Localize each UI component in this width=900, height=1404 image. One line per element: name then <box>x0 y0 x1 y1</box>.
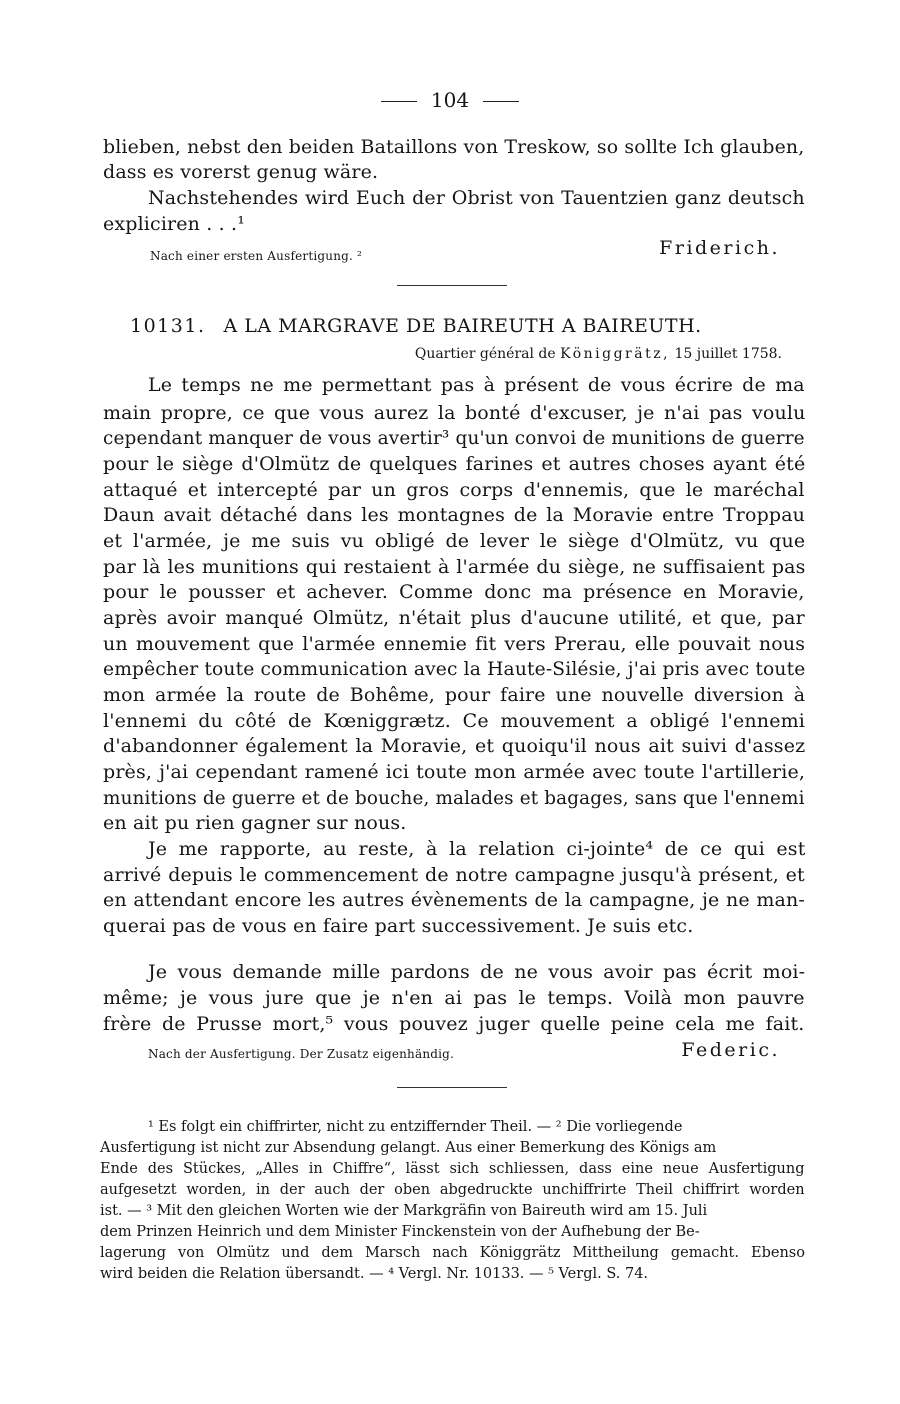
footnote-line: dem Prinzen Heinrich und dem Minister Finckenstein von der Aufhebung der Be- <box>100 1224 700 1240</box>
letter-line: et l'armée, je me suis vu obligé de lever le siège d'Olmütz, vu que <box>103 530 806 552</box>
letter-line: un mouvement que l'armée ennemie fit vers Prerau, elle pouvait nous <box>103 633 806 655</box>
footnote-line: Ende des Stückes, „Alles in Chiffre“, lässt sich schliessen, dass eine neue Ausfertigung <box>100 1161 805 1177</box>
footnote-line: Ausfertigung ist nicht zur Absendung gelangt. Aus einer Bemerkung des Königs am <box>100 1140 717 1156</box>
letter-title: A LA MARGRAVE DE BAIREUTH A BAIREUTH. <box>223 315 702 337</box>
letter-line: en attendant encore les autres évènements de la campagne, je ne man- <box>103 889 805 911</box>
letter-signature: Federic. <box>681 1039 780 1061</box>
letter-line: munitions de guerre et de bouche, malades et bagages, sans que l'ennemi <box>103 787 805 809</box>
letter-line: attaqué et intercepté par un gros corps d'ennemis, que le maréchal <box>103 479 805 501</box>
letter-line: main propre, ce que vous aurez la bonté d'excuser, je n'ai pas voulu <box>103 402 806 424</box>
letter-line: arrivé depuis le commencement de notre campagne jusqu'à présent, et <box>103 864 805 886</box>
footnote-line: wird beiden die Relation übersandt. — ⁴ Vergl. Nr. 10133. — ⁵ Vergl. S. 74. <box>100 1266 649 1282</box>
dateline-prefix: Quartier général de <box>414 346 556 362</box>
letter-line: empêcher toute communication avec la Haute-Silésie, j'ai pris avec toute <box>103 658 806 680</box>
dateline-place: Königgrätz, <box>560 346 671 362</box>
top-line: Nachstehendes wird Euch der Obrist von Tauentzien ganz deutsch <box>148 187 805 209</box>
page-number: 104 <box>430 88 470 112</box>
letter-line: d'abandonner également la Moravie, et quoiqu'il nous ait suivi d'assez <box>103 735 806 757</box>
header-rule-left <box>381 101 417 102</box>
footnote-line: ¹ Es folgt ein chiffrirter, nicht zu entziffernder Theil. — ² Die vorliegende <box>148 1119 683 1135</box>
postscript-line: même; je vous jure que je n'en ai pas le temps. Voilà mon pauvre <box>103 987 805 1009</box>
letter-line: mon armée la route de Bohême, pour faire une nouvelle diversion à <box>103 684 806 706</box>
header-rule-right <box>483 101 519 102</box>
letter-line: en ait pu rien gagner sur nous. <box>103 812 407 834</box>
letter-line: pour le pousser et achever. Comme donc ma présence en Moravie, <box>103 581 805 603</box>
top-signature: Friderich. <box>659 237 780 259</box>
letter-line: l'ennemi du côté de Kœniggrætz. Ce mouvement a obligé l'ennemi <box>103 710 805 732</box>
postscript-line: Je vous demande mille pardons de ne vous avoir pas écrit moi- <box>148 961 806 983</box>
letter-line: après avoir manqué Olmütz, n'était plus d'aucune utilité, et que, par <box>103 607 805 629</box>
letter-line: pour le siège d'Olmütz de quelques farines et autres choses ayant été <box>103 453 806 475</box>
footnote-line: ist. — ³ Mit den gleichen Worten wie der Markgräfin von Baireuth wird am 15. Juli <box>100 1203 708 1219</box>
top-line: expliciren . . .¹ <box>103 213 245 235</box>
letter-source-note: Nach der Ausfertigung. Der Zusatz eigenhändig. <box>148 1047 455 1061</box>
footnote-line: aufgesetzt worden, in der auch der oben abgedruckte unchiffrirte Theil chiffrirt worden <box>100 1182 805 1198</box>
letter-line: cependant manquer de vous avertir³ qu'un convoi de munitions de guerre <box>103 427 805 449</box>
top-line: blieben, nebst den beiden Bataillons von Treskow, so sollte Ich glauben, <box>103 136 805 158</box>
letter-line: près, j'ai cependant ramené ici toute mon armée avec toute l'artillerie, <box>103 761 806 783</box>
letter-number: 10131. <box>130 315 206 337</box>
letter-line: par là les munitions qui restaient à l'armée du siège, ne suffisaient pas <box>103 556 806 578</box>
letter-heading <box>130 315 702 337</box>
postscript-line: frère de Prusse mort,⁵ vous pouvez juger quelle peine cela me fait. <box>103 1013 805 1035</box>
top-source-note: Nach einer ersten Ausfertigung. ² <box>150 249 363 263</box>
letter-line: Le temps ne me permettant pas à présent de vous écrire de ma <box>148 374 805 396</box>
letter-line: querai pas de vous en faire part successivement. Je suis etc. <box>103 915 694 937</box>
letter-line: Daun avait détaché dans les montagnes de la Moravie entre Troppau <box>103 504 806 526</box>
footnote-line: lagerung von Olmütz und dem Marsch nach Königgrätz Mittheilung gemacht. Ebenso <box>100 1245 805 1261</box>
top-line: dass es vorerst genug wäre. <box>103 161 379 183</box>
dateline-date: 15 juillet 1758. <box>674 346 782 362</box>
page-header <box>0 88 900 112</box>
letter-dateline <box>415 346 782 362</box>
letter-line: Je me rapporte, au reste, à la relation ci-jointe⁴ de ce qui est <box>148 838 806 860</box>
section-divider <box>397 285 507 286</box>
footnote-divider <box>397 1087 507 1088</box>
